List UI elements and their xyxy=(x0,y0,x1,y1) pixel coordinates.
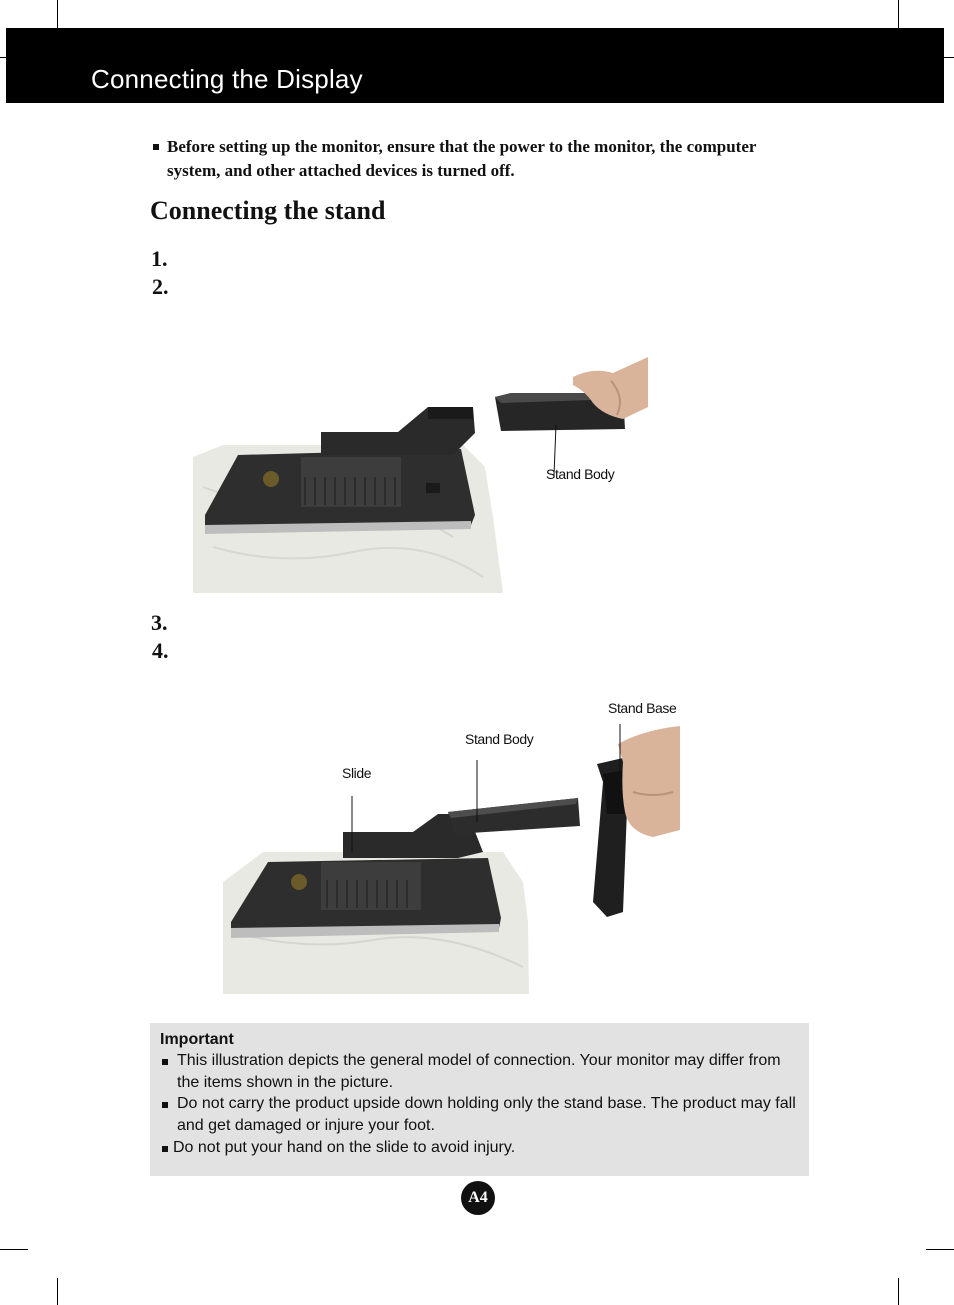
important-item xyxy=(162,1137,802,1159)
crop-mark xyxy=(898,1278,899,1305)
crop-mark xyxy=(57,0,58,28)
important-item xyxy=(162,1050,802,1094)
stand-base-label: Stand Base xyxy=(608,700,677,716)
important-item-text: Do not carry the product upside down holding only the stand base. The product may fall and get damaged or injure your foot. xyxy=(177,1095,796,1134)
crop-mark xyxy=(898,0,899,28)
stand-body-label: Stand Body xyxy=(465,731,534,747)
stand-base-attach-photo xyxy=(223,722,680,994)
important-box xyxy=(150,1023,809,1176)
important-title: Important xyxy=(160,1031,234,1048)
page-number-badge: A4 xyxy=(461,1181,495,1215)
stand-body-attach-photo xyxy=(193,337,648,593)
bullet-icon xyxy=(162,1059,168,1065)
step-number: 3. xyxy=(151,610,168,635)
notice-text: Before setting up the monitor, ensure that the power to the monitor, the computer system, and other attached devices is turned off. xyxy=(167,137,757,180)
slide-label: Slide xyxy=(342,765,372,781)
crop-mark xyxy=(944,57,954,58)
important-item-text: This illustration depicts the general model of connection. Your monitor may differ from the items shown in the picture. xyxy=(177,1052,781,1091)
important-item-text: Do not put your hand on the slide to avoid injury. xyxy=(173,1139,516,1156)
power-off-notice xyxy=(150,135,810,183)
important-item xyxy=(162,1093,802,1137)
bullet-icon xyxy=(162,1102,168,1108)
bullet-icon xyxy=(162,1146,168,1152)
crop-mark xyxy=(57,1278,58,1305)
section-title: Connecting the stand xyxy=(150,196,386,225)
step-number: 2. xyxy=(152,274,169,299)
crop-mark xyxy=(0,1249,28,1250)
stand-body-label: Stand Body xyxy=(546,466,615,482)
step-number: 1. xyxy=(151,246,168,271)
crop-mark xyxy=(926,1249,954,1250)
page-title: Connecting the Display xyxy=(91,64,363,94)
step-number: 4. xyxy=(152,638,169,663)
bullet-icon xyxy=(153,144,159,150)
